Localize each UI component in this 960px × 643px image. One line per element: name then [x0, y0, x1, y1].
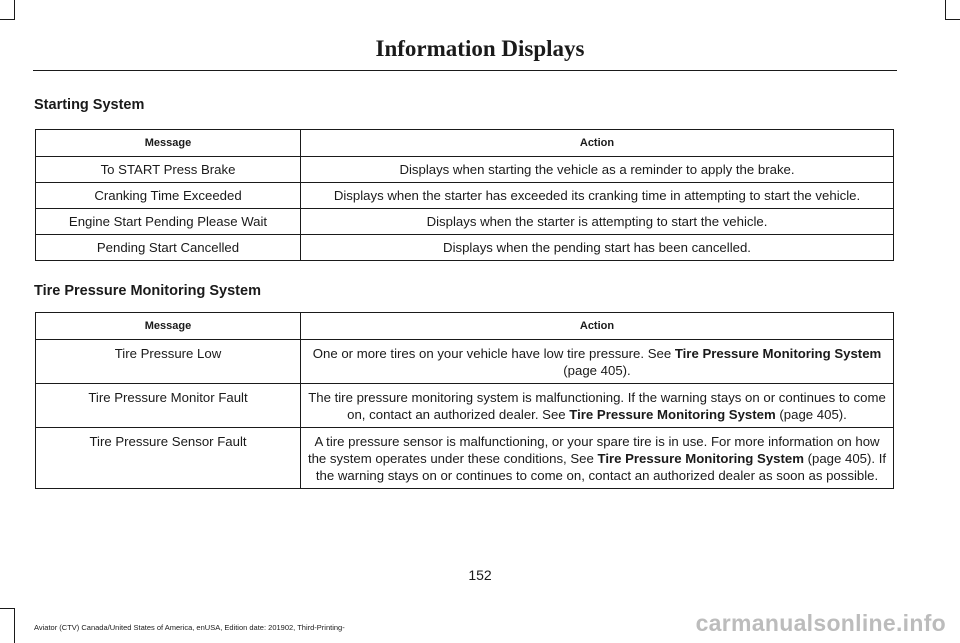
crop-mark-top-right-v — [945, 0, 946, 20]
page-reference-link[interactable]: Tire Pressure Monitoring System — [597, 451, 804, 466]
column-header-message: Message — [36, 313, 301, 340]
table-row — [36, 428, 894, 489]
tire-pressure-table — [35, 312, 894, 489]
action-text: (page 405). — [775, 407, 847, 422]
action-text: One or more tires on your vehicle have low tire pressure. See — [312, 346, 675, 361]
table-row — [36, 384, 894, 428]
table-row — [36, 209, 894, 235]
action-cell: Displays when the pending start has been cancelled. — [301, 235, 894, 261]
action-cell — [301, 428, 894, 489]
action-text: (page 405). If the warning stays on or continues to come on, contact an authorized dealer as soon as possible. — [315, 451, 887, 483]
page-reference-link[interactable]: Tire Pressure Monitoring System — [674, 346, 882, 361]
message-cell: Tire Pressure Monitor Fault — [36, 384, 301, 428]
message-cell: Tire Pressure Low — [36, 340, 301, 384]
crop-mark-bottom-left-h — [0, 608, 15, 609]
action-text: (page 405). — [563, 363, 631, 378]
table-header-row — [36, 313, 894, 340]
table-row — [36, 183, 894, 209]
table-row — [36, 157, 894, 183]
action-cell: Displays when starting the vehicle as a reminder to apply the brake. — [301, 157, 894, 183]
crop-mark-top-left-v — [14, 0, 15, 20]
action-text: The tire pressure monitoring system is malfunctioning. If the warning stays on or continues to come on, contact an authorized dealer. See — [308, 390, 886, 422]
crop-mark-top-left-h — [0, 19, 15, 20]
column-header-action: Action — [301, 313, 894, 340]
action-cell — [301, 340, 894, 384]
header-divider — [33, 70, 897, 71]
message-cell: To START Press Brake — [36, 157, 301, 183]
message-cell: Tire Pressure Sensor Fault — [36, 428, 301, 489]
page-reference-link[interactable]: Tire Pressure Monitoring System — [569, 407, 776, 422]
table-row — [36, 340, 894, 384]
message-cell: Pending Start Cancelled — [36, 235, 301, 261]
section-title-starting-system: Starting System — [34, 97, 145, 113]
table-row — [36, 235, 894, 261]
action-cell — [301, 384, 894, 428]
section-title-tire-pressure: Tire Pressure Monitoring System — [34, 283, 261, 299]
message-cell: Engine Start Pending Please Wait — [36, 209, 301, 235]
action-cell: Displays when the starter is attempting to start the vehicle. — [301, 209, 894, 235]
page-header — [33, 34, 927, 64]
starting-system-table — [35, 129, 894, 261]
action-text: A tire pressure sensor is malfunctioning, or your spare tire is in use. For more information on how the system operates under these conditions, See — [307, 434, 880, 466]
page-number: 152 — [468, 567, 492, 583]
column-header-message: Message — [36, 130, 301, 157]
table-header-row — [36, 130, 894, 157]
action-cell: Displays when the starter has exceeded its cranking time in attempting to start the vehicle. — [301, 183, 894, 209]
footer-edition-text: Aviator (CTV) Canada/United States of America, enUSA, Edition date: 201902, Third-Printing- — [34, 623, 345, 632]
message-cell: Cranking Time Exceeded — [36, 183, 301, 209]
watermark: carmanualsonline.info — [695, 610, 946, 636]
column-header-action: Action — [301, 130, 894, 157]
crop-mark-bottom-left-v — [14, 608, 15, 643]
page-title: Information Displays — [375, 36, 585, 61]
crop-mark-top-right-h — [945, 19, 960, 20]
